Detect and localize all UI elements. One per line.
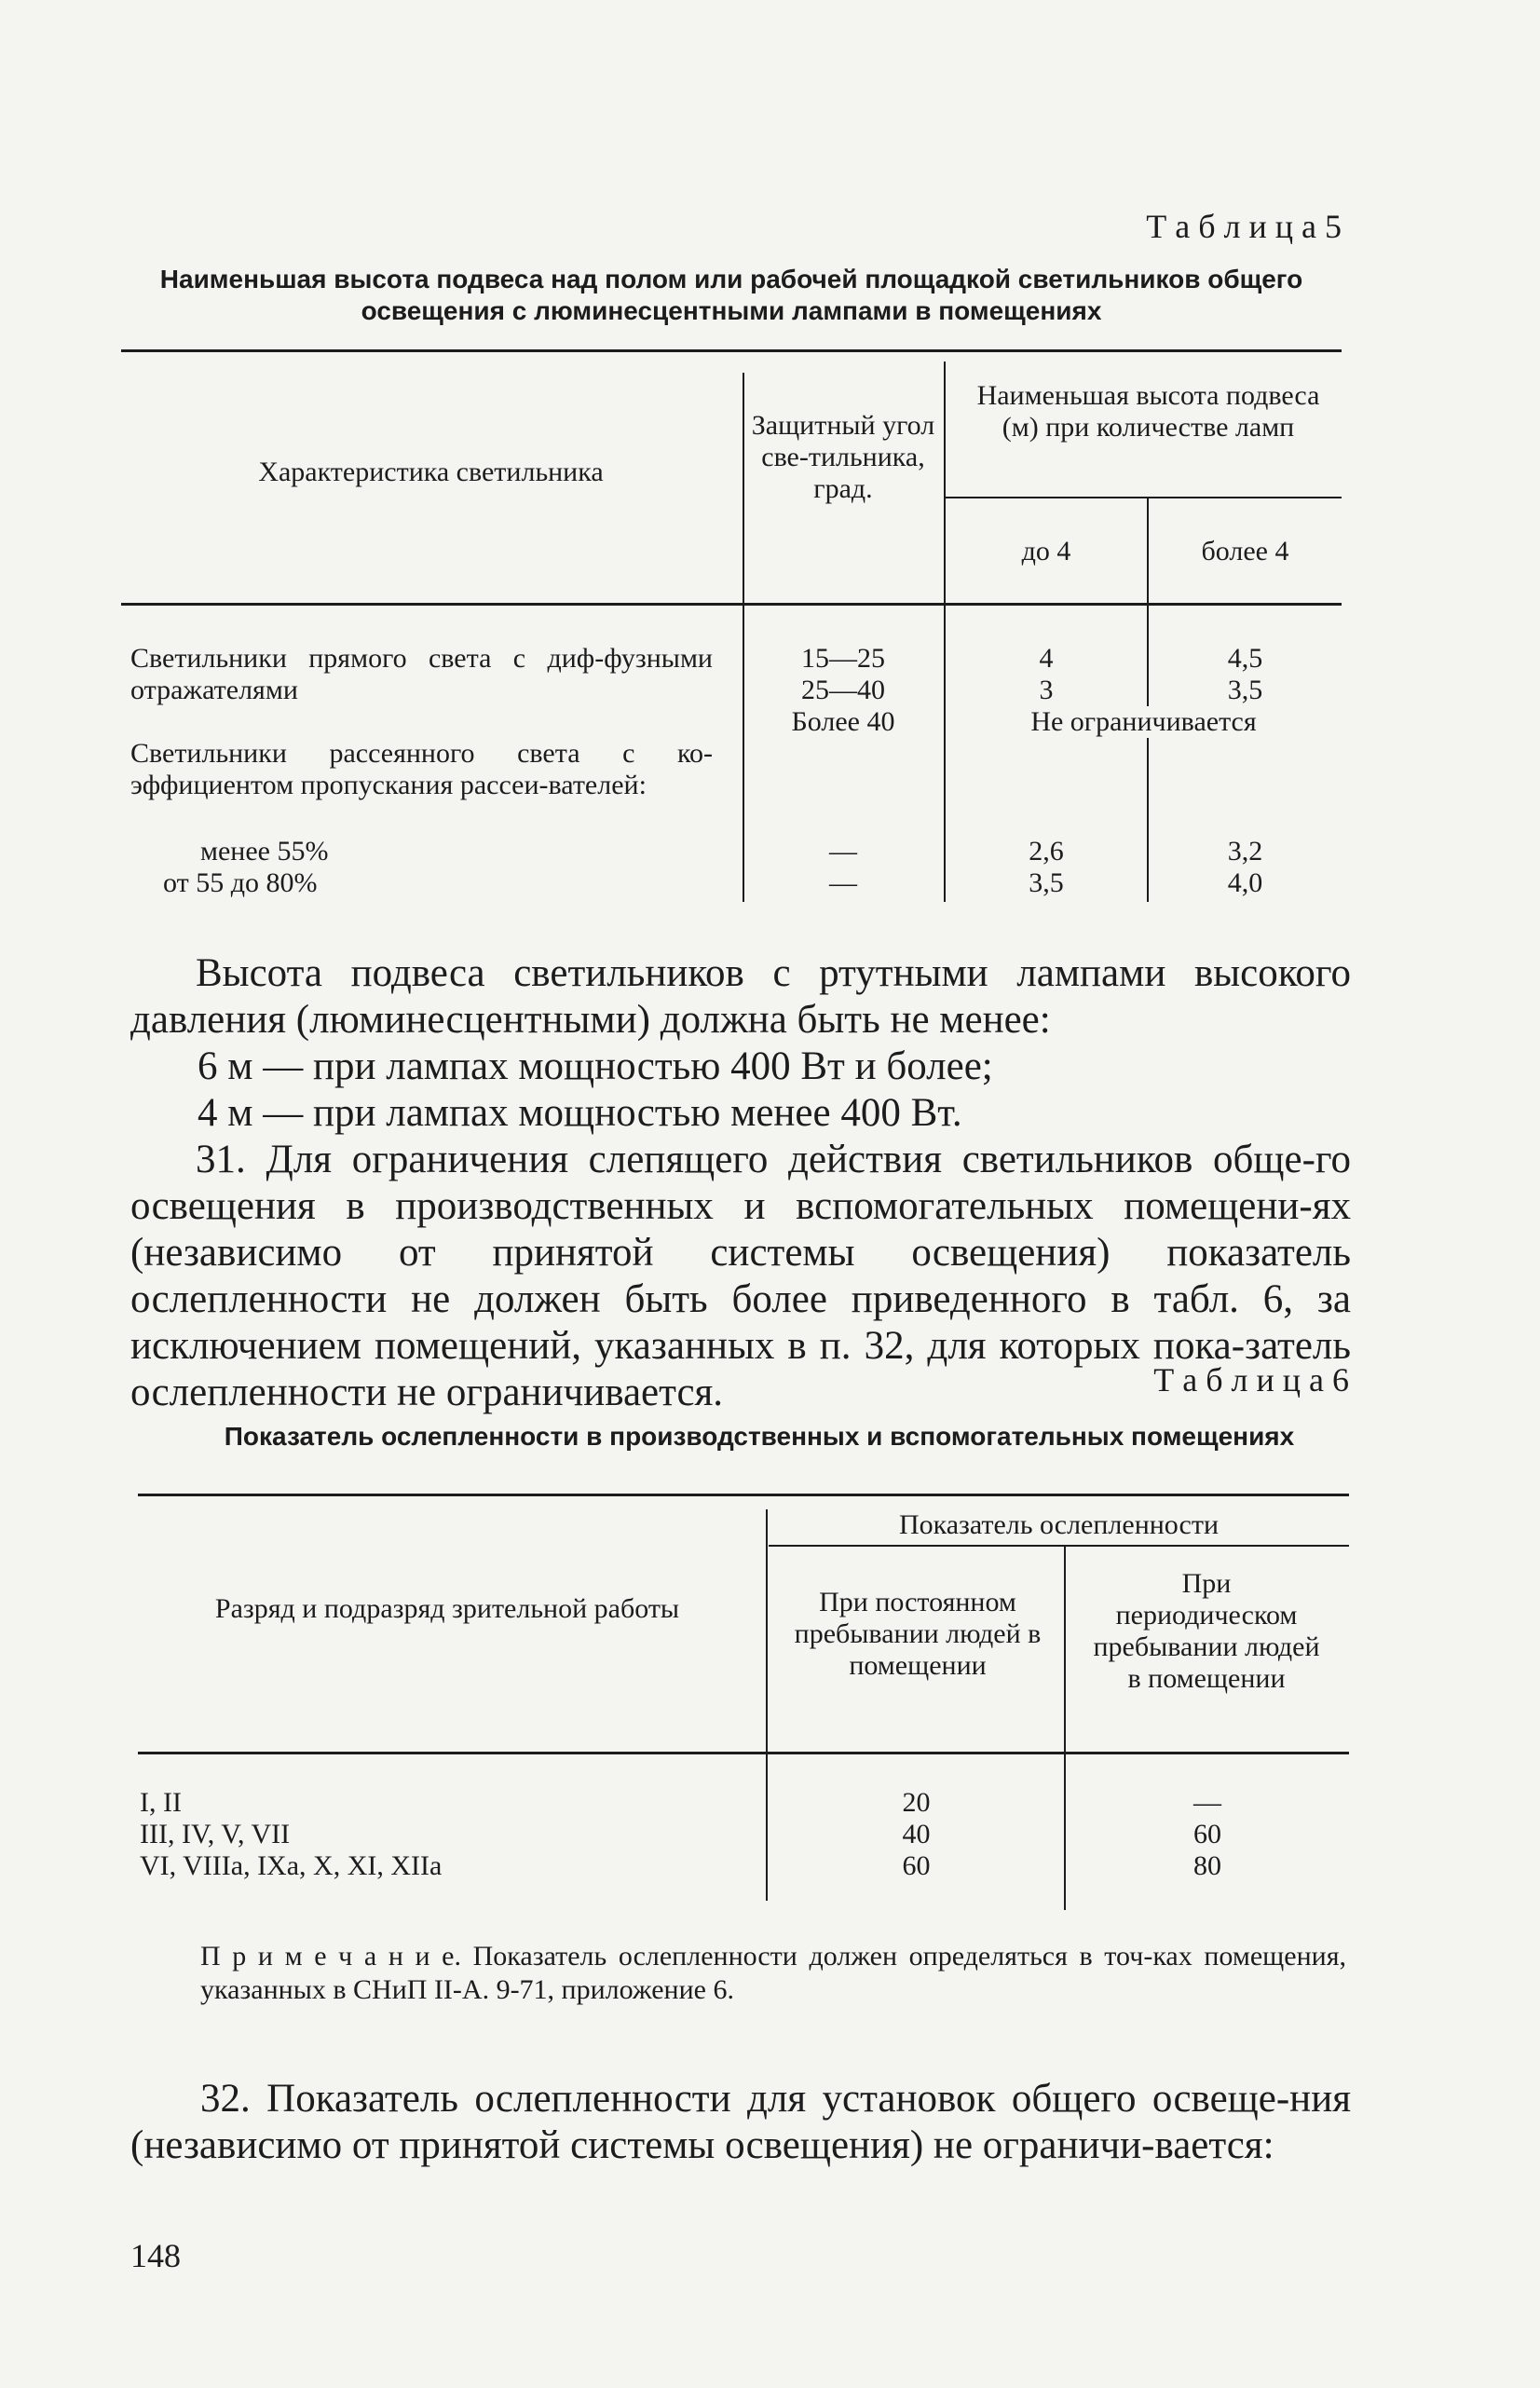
table5-header-height-group: Наименьшая высота подвеса (м) при количестве ламп xyxy=(976,380,1320,443)
table5-subrow-label: менее 55% xyxy=(200,836,329,867)
paragraph-32: 32. Показатель ослепленности для установок общего освеще-ния (независимо от принятой системы освещения) не ограничи-вается: xyxy=(130,2077,1351,2167)
table5-row-diffused-light: Светильники рассеянного света с ко-эффициентом пропускания рассеи-вателей: xyxy=(130,738,713,800)
table6-header-group: Показатель ослепленности xyxy=(898,1509,1220,1540)
table5-header-characteristic: Характеристика светильника xyxy=(258,457,604,487)
table5-cell-angle: 25—40 xyxy=(801,675,885,705)
table6-cell-constant: 60 xyxy=(902,1850,931,1881)
table5-label: Т а б л и ц а 5 xyxy=(1146,208,1342,245)
note-text: Показатель ослепленности должен определяться в точ-ках помещения, указанных в СНиП II-А. 9-71, приложение 6. xyxy=(200,1941,1346,2005)
table5-cell-more-than-4: 4,5 xyxy=(1227,643,1263,674)
table6-note xyxy=(200,1940,1346,2007)
table6-header-grade: Разряд и подразряд зрительной работы xyxy=(214,1593,680,1624)
table5-header-rule xyxy=(121,603,1342,606)
table5-cell-angle: — xyxy=(829,867,857,898)
table6-group-rule xyxy=(769,1545,1349,1547)
table6-row-grade: I, II xyxy=(140,1787,182,1818)
table6-cell-periodic: — xyxy=(1193,1787,1221,1818)
table5-cell-angle: 15—25 xyxy=(801,643,885,674)
paragraph-mercury-lamps: Высота подвеса светильников с ртутными лампами высокого давления (люминесцентными) должна быть не менее: xyxy=(130,951,1351,1042)
table6-header-rule xyxy=(138,1752,1349,1754)
table5-cell-angle: Более 40 xyxy=(791,706,895,737)
table6-header-periodic: При периодическом пребывании людей в помещении xyxy=(1093,1568,1320,1694)
table5-cell-up-to-4: 4 xyxy=(1039,643,1054,674)
table6-cell-constant: 40 xyxy=(902,1819,931,1849)
table5-cell-angle: — xyxy=(829,836,857,867)
table5-cell-up-to-4: 2,6 xyxy=(1029,836,1064,867)
table5-caption: Наименьшая высота подвеса над полом или рабочей площадкой светильников общего освещения с люминесцентными лампами в помещениях xyxy=(159,265,1303,325)
table5-col-divider-2 xyxy=(944,362,946,902)
table6-row-grade: VI, VIIIа, IXа, X, XI, XIIа xyxy=(140,1850,443,1881)
table6-cell-constant: 20 xyxy=(902,1787,931,1818)
line-6m: 6 м — при лампах мощностью 400 Вт и более; xyxy=(198,1044,993,1088)
table6-top-rule xyxy=(138,1494,1349,1496)
table5-cell-unlimited: Не ограничивается xyxy=(946,706,1342,738)
line-4m: 4 м — при лампах мощностью менее 400 Вт. xyxy=(198,1091,962,1135)
table6-row-grade: III, IV, V, VII xyxy=(140,1819,291,1849)
table5-col-divider-1 xyxy=(743,373,744,902)
table5-cell-more-than-4: 3,5 xyxy=(1227,675,1263,705)
paragraph-31: 31. Для ограничения слепящего действия светильников обще-го освещения в производственных и вспомогательных помещени-ях (независимо от принятой системы освещения) показатель ослепленности не должен быть более приведенного в табл. 6, за исключением помещений, указанных в п. 32, для которых пока-затель ослепленности не ограничивается. xyxy=(130,1138,1351,1414)
table5-subheader-rule xyxy=(946,497,1342,498)
table6-header-constant: При постоянном пребывании людей в помещении xyxy=(794,1587,1042,1681)
table5-subrow-label: от 55 до 80% xyxy=(163,867,318,898)
table5-row-direct-light: Светильники прямого света с диф-фузными отражателями xyxy=(130,643,713,705)
table5-header-more-than-4: более 4 xyxy=(1201,536,1289,566)
table5-header-angle: Защитный угол све-тильника, град. xyxy=(751,410,935,504)
table6-col-divider-1 xyxy=(766,1509,768,1901)
note-label: П р и м е ч а н и е. xyxy=(200,1941,461,1972)
table6-cell-periodic: 80 xyxy=(1193,1850,1221,1881)
table6-label: Т а б л и ц а 6 xyxy=(1153,1361,1349,1399)
table5-cell-up-to-4: 3,5 xyxy=(1029,867,1064,898)
table5-cell-more-than-4: 4,0 xyxy=(1227,867,1263,898)
table5-cell-more-than-4: 3,2 xyxy=(1227,836,1263,867)
table5-top-rule xyxy=(121,349,1342,352)
table6-cell-periodic: 60 xyxy=(1193,1819,1221,1849)
table6-caption: Показатель ослепленности в производственных и вспомогательных помещениях xyxy=(224,1422,1295,1451)
table5-header-up-to-4: до 4 xyxy=(1021,536,1071,566)
table5-cell-up-to-4: 3 xyxy=(1039,675,1054,705)
page-number: 148 xyxy=(130,2237,181,2274)
